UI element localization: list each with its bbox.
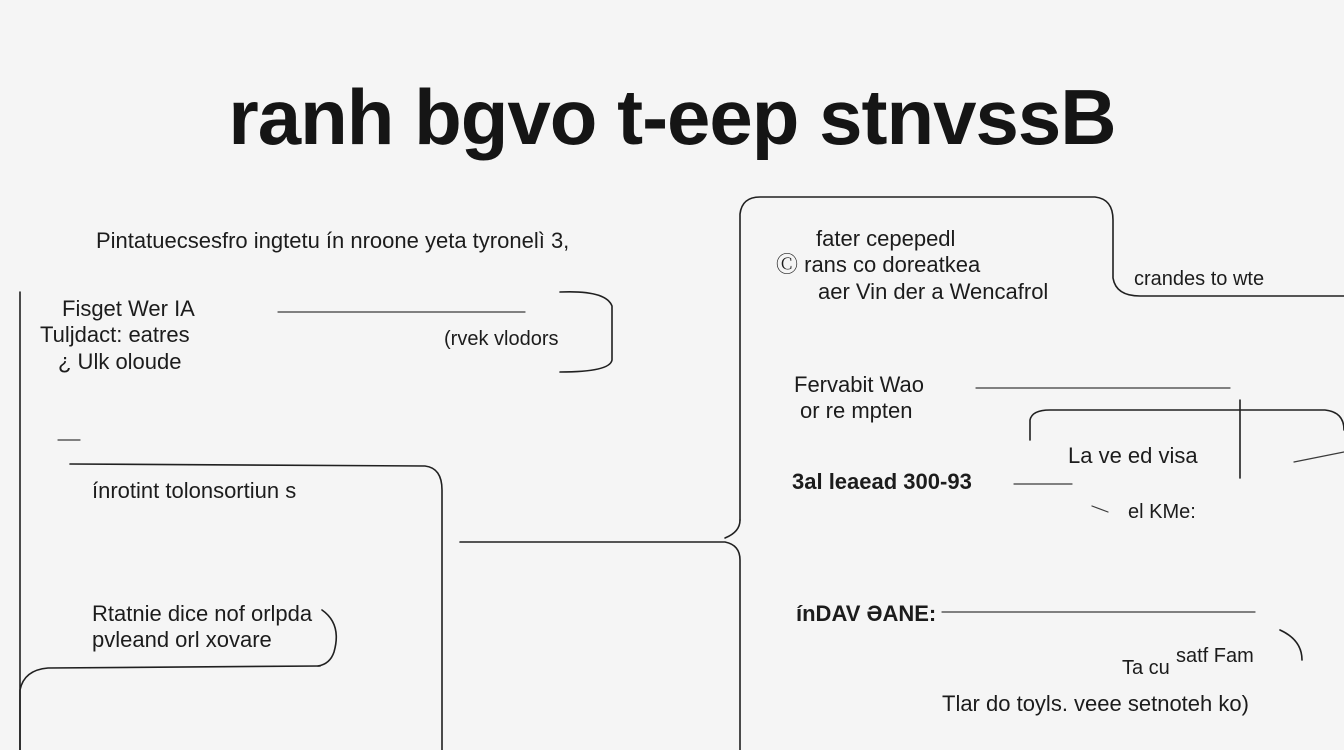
note-arrow [1092, 506, 1108, 512]
mid-box-frame [1030, 410, 1344, 440]
block3-line-2: pvleand orl xovare [92, 627, 272, 653]
block1-line-3: ¿ Ulk oloude [58, 348, 182, 374]
diagram-title: ranh bgvo t-eep stnvssB [228, 73, 1116, 161]
mid-box-label: La ve ed visa [1068, 443, 1198, 468]
bottom-right-bracket [1280, 630, 1302, 660]
block3-line-1: Rtatnie dice nof orlpda [92, 601, 313, 626]
center-connector [460, 542, 740, 750]
heading4-text: ínDAV ƏANE: [796, 601, 937, 626]
block3-text [92, 601, 312, 654]
lower-left-frame [20, 666, 320, 750]
top-box-line-2: Ⓒ rans co doreatkea [776, 252, 981, 278]
center-joint [725, 520, 740, 538]
block3-bracket [318, 610, 336, 666]
right-mid-text [794, 372, 924, 425]
small-note-text-2: satf Fam [1176, 645, 1254, 667]
heading2-text: ínrotint tolonsortiun s [92, 478, 297, 503]
right-stub [1294, 452, 1344, 462]
block1-side-label: (rvek vlodors [444, 328, 559, 350]
mid-line-2: or re mpten [800, 398, 913, 424]
side-label-bracket [560, 292, 612, 372]
top-box-line-3: aer Vin der a Wencafrol [818, 278, 1049, 304]
block1-text [40, 296, 195, 375]
mid-note-text: el KMe: [1128, 501, 1196, 523]
right-top-box-text [776, 226, 1048, 305]
date-line-text: 3al leaead 300-93 [792, 469, 972, 494]
block1-line-1: Fisget Wer IA [62, 296, 195, 321]
mid-line-1: Fervabit Wao [794, 372, 925, 397]
top-right-label: crandes to wte [1134, 268, 1265, 290]
top-box-line-1: fater cepepedl [816, 226, 956, 251]
left-intro-text: Pintatuecsesfro ingtetu ín nroone yeta tyronelì 3, [96, 228, 570, 253]
small-note-text: Ta cu [1122, 657, 1170, 679]
block1-line-2: Tuljdact: eatres [40, 322, 190, 348]
bottom-right-text: Tlar do toyls. veee setnoteh ko) [942, 691, 1249, 716]
